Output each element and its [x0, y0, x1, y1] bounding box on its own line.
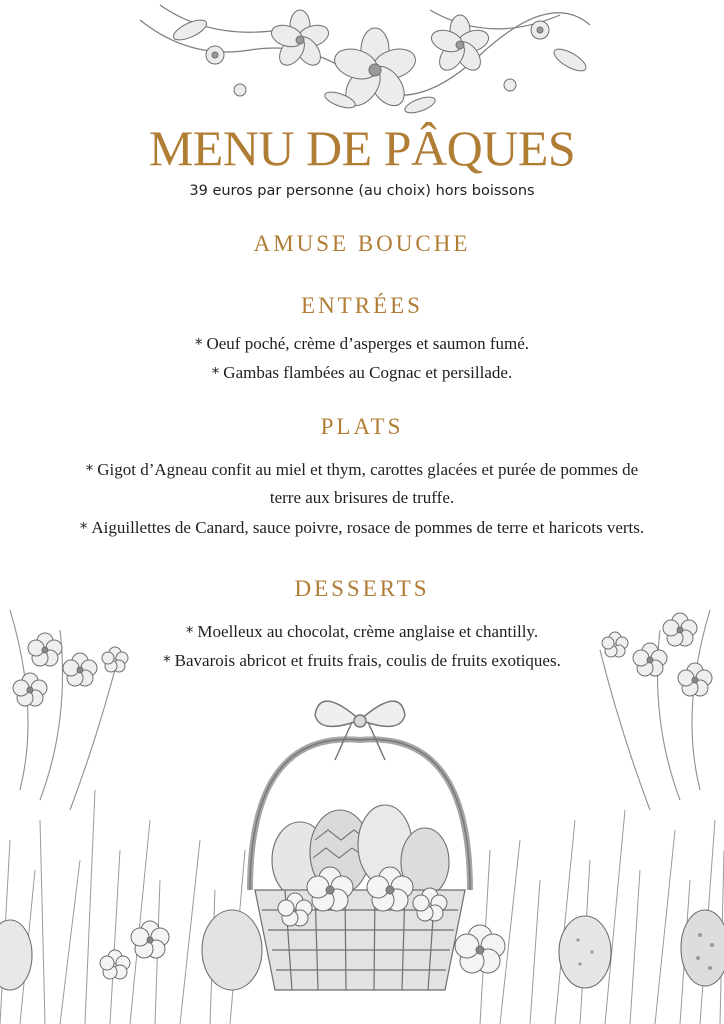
bullet-star: * — [163, 652, 171, 670]
menu-item-continuation: terre aux brisures de truffe. — [269, 488, 455, 507]
section-heading-plats: PLATS — [320, 414, 404, 439]
floral-garland-illustration — [130, 0, 600, 130]
menu-subtitle: 39 euros par personne (au choix) hors boissons — [189, 183, 535, 199]
menu-item: * Moelleux au chocolat, crème anglaise et chantilly. — [185, 622, 539, 641]
bullet-star: * — [211, 364, 220, 382]
menu-item: * Bavarois abricot et fruits frais, coulis de fruits exotiques. — [163, 651, 561, 670]
bullet-star: * — [79, 519, 88, 537]
bullet-star: * — [85, 461, 94, 479]
menu-title: MENU DE PÂQUES — [148, 120, 576, 176]
menu-item: * Gigot d’Agneau confit au miel et thym, carottes glacées et purée de pommes de — [85, 460, 639, 479]
section-heading-entrees: ENTRÉES — [301, 293, 423, 318]
bullet-star: * — [185, 623, 194, 641]
section-heading-desserts: DESSERTS — [294, 576, 430, 601]
menu-item: * Oeuf poché, crème d’asperges et saumon fumé. — [194, 334, 530, 353]
bullet-star: * — [194, 335, 203, 353]
menu-item: * Gambas flambées au Cognac et persillade. — [211, 363, 513, 382]
menu-item: * Aiguillettes de Canard, sauce poivre, rosace de pommes de terre et haricots verts. — [79, 518, 645, 537]
section-heading-amuse-bouche: AMUSE BOUCHE — [253, 231, 471, 256]
